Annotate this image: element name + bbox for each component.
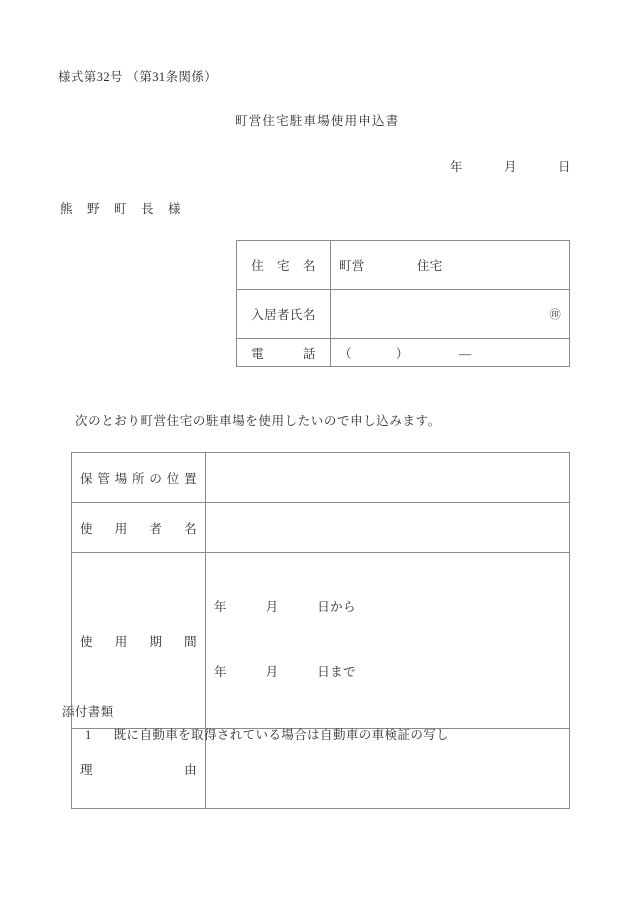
row-label-usage-period: 使 用 期 間 [72,553,206,729]
table-row [237,241,570,290]
row-value-resident-name[interactable] [331,290,570,339]
application-detail-table [71,452,570,809]
row-value-telephone[interactable] [331,339,570,367]
attachment-item-1-number: 1 [85,728,92,742]
housing-prefix: 町営 [339,259,365,273]
form-number: 様式第32号 （第31条関係） [58,70,218,84]
date-line: 年 月 日 [450,160,572,174]
applicant-info-table [236,240,570,367]
seal-stamp-icon: ㊞ [549,309,561,321]
row-label-telephone: 電 話 [237,339,331,367]
row-value-housing-name[interactable] [331,241,570,290]
page-title: 町営住宅駐車場使用申込書 [235,114,400,128]
attachment-item-1-text: 既に自動車を取得されている場合は自動車の車検証の写し [113,728,450,742]
addressee-line: 熊 野 町 長 様 [60,202,182,216]
tel-paren-close: ） [395,346,409,361]
row-value-user-name[interactable] [206,503,570,553]
tel-paren-open: （ [339,346,352,361]
row-value-storage-location[interactable] [206,453,570,503]
row-label-housing-name: 住 宅 名 [237,241,331,290]
table-row [237,290,570,339]
row-label-storage-location: 保管場所の位置 [72,453,206,503]
period-from-line: 年 月 日から [214,599,356,614]
row-label-reason: 理 由 [72,729,206,809]
period-to-line: 年 月 日まで [214,665,356,680]
attachment-item-1 [85,726,449,745]
row-label-resident-name: 入居者氏名 [237,290,331,339]
tel-dash: ― [458,346,472,361]
attachments-heading: 添付書類 [62,705,114,719]
table-row [237,339,570,367]
table-row [72,553,570,729]
row-value-usage-period[interactable] [206,553,570,729]
housing-suffix: 住宅 [416,259,443,273]
intro-sentence: 次のとおり町営住宅の駐車場を使用したいので申し込みます。 [75,414,441,428]
table-row [72,453,570,503]
row-label-user-name: 使 用 者 名 [72,503,206,553]
table-row [72,503,570,553]
